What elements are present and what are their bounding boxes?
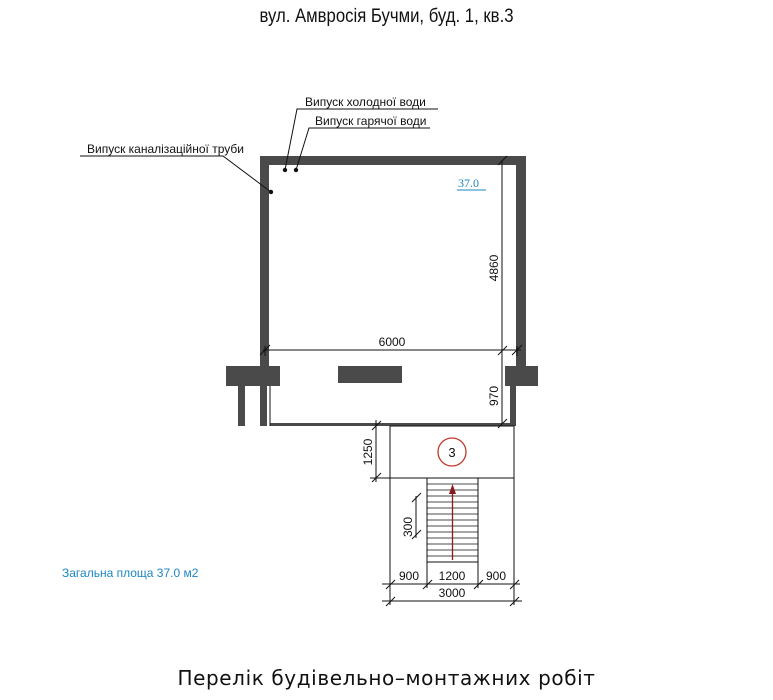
wall-stub-right: [505, 366, 538, 386]
room-number: 3: [448, 445, 456, 460]
footer-heading: Перелік будівельно–монтажних робіт: [177, 666, 596, 690]
wall-right: [516, 156, 526, 350]
dim-bottom-total: 3000: [438, 586, 466, 600]
dim-height-main: 4860: [487, 254, 501, 282]
dim-height-lower: 970: [487, 385, 501, 407]
wall-right-bottom: [510, 386, 516, 426]
label-sewer: Випуск каналізаційної труби: [87, 142, 244, 156]
dim-width-main: 6000: [378, 335, 406, 349]
dim-porch-depth: 1250: [361, 438, 375, 466]
plan-title: вул. Амвросія Бучми, буд. 1, кв.3: [259, 6, 514, 27]
room-area-label: 37.0: [458, 176, 479, 190]
walls: [226, 156, 538, 426]
label-hot-water: Випуск гарячої води: [315, 114, 427, 128]
wall-stub-left: [226, 366, 280, 386]
dim-stair-step: 300: [401, 516, 415, 538]
partition-block: [338, 366, 402, 383]
dim-bottom-right: 900: [485, 569, 507, 583]
leader-sewer: [80, 156, 271, 192]
dim-bottom-center: 1200: [438, 569, 466, 583]
total-area-label: Загальна площа 37.0 м2: [62, 566, 199, 580]
dim-bottom-left: 900: [398, 569, 420, 583]
label-cold-water: Випуск холодної води: [305, 95, 426, 109]
direction-arrow-head: [449, 484, 456, 494]
column-left-gap: [245, 386, 260, 426]
